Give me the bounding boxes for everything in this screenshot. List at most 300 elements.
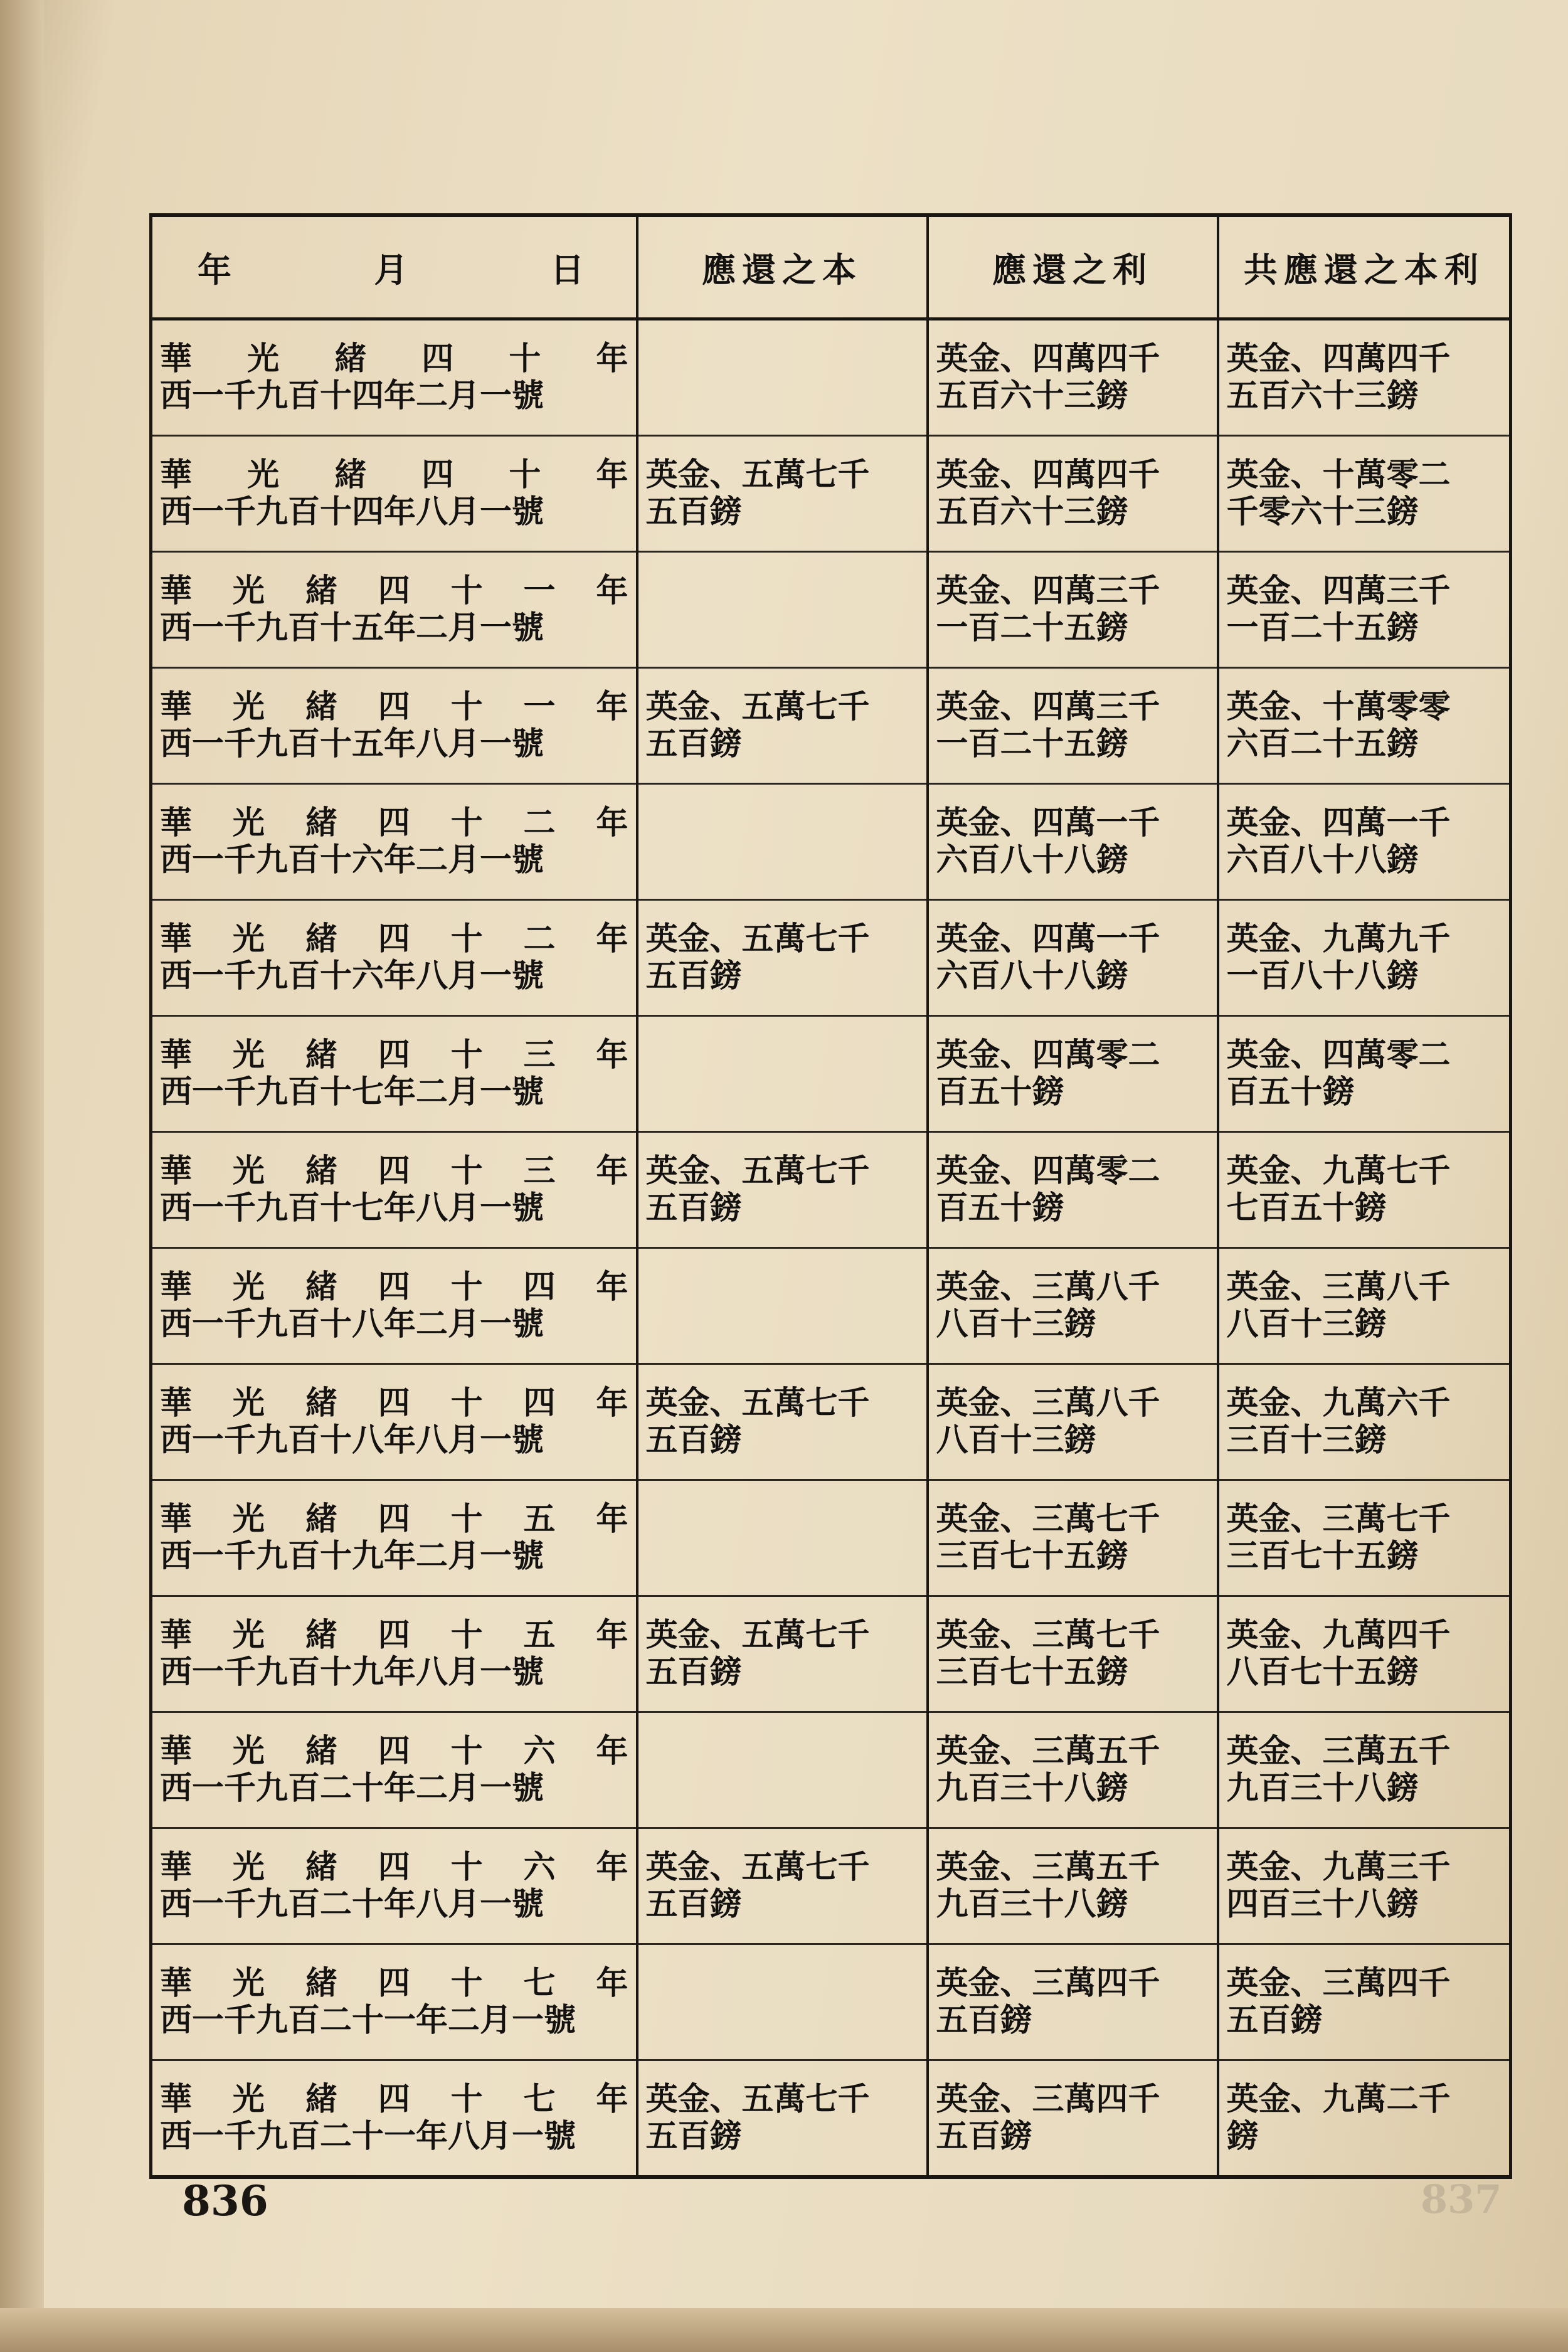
chinese-date-char: 七 — [523, 1964, 556, 2002]
interest-cell — [928, 1132, 1218, 1248]
date-cell — [151, 1248, 637, 1364]
chinese-date-char: 年 — [596, 1500, 628, 1538]
date-cell — [151, 784, 637, 900]
table-row — [151, 668, 1511, 784]
western-date: 西一千九百二十一年八月一號 — [160, 2117, 576, 2155]
date-cell — [151, 436, 637, 552]
chinese-date-char: 四 — [421, 339, 454, 378]
chinese-date-char: 光 — [232, 1964, 265, 2002]
interest-cell — [928, 1248, 1218, 1364]
total-amount-line: 八百七十五鎊 — [1226, 1653, 1419, 1691]
principal-amount-line: 五百鎊 — [645, 725, 742, 763]
chinese-date-char: 六 — [523, 1848, 556, 1886]
principal-amount-line: 五百鎊 — [645, 957, 742, 995]
chinese-date-char: 十 — [450, 571, 483, 610]
chinese-date-char: 十 — [450, 687, 483, 726]
principal-amount-line: 英金、五萬七千 — [645, 1848, 870, 1886]
interest-amount-line: 三百七十五鎊 — [936, 1537, 1128, 1575]
western-date: 西一千九百十九年二月一號 — [160, 1537, 544, 1575]
facing-page-number: 837 — [1421, 2176, 1502, 2222]
total-amount-line: 英金、四萬三千 — [1226, 571, 1451, 610]
table-row — [151, 1596, 1511, 1712]
chinese-date-char: 緒 — [305, 1964, 337, 2002]
chinese-date-char: 十 — [509, 455, 541, 494]
date-cell — [151, 2060, 637, 2178]
chinese-date-char: 華 — [160, 1848, 193, 1886]
date-cell — [151, 319, 637, 436]
total-amount-line: 四百三十八鎊 — [1226, 1885, 1419, 1923]
western-date: 西一千九百十五年八月一號 — [160, 725, 544, 763]
interest-amount-line: 五百鎊 — [936, 2117, 1032, 2155]
total-amount-line: 英金、四萬零二 — [1226, 1036, 1451, 1074]
interest-amount-line: 英金、三萬五千 — [936, 1732, 1160, 1770]
principal-cell — [637, 1712, 928, 1828]
principal-cell — [637, 668, 928, 784]
header-month: 月 — [374, 249, 415, 290]
table-row — [151, 552, 1511, 668]
interest-cell — [928, 1016, 1218, 1132]
principal-cell — [637, 1248, 928, 1364]
chinese-date-char: 年 — [596, 1152, 628, 1190]
table-row — [151, 436, 1511, 552]
principal-cell — [637, 900, 928, 1016]
chinese-date-char: 緒 — [305, 571, 337, 610]
chinese-date-char: 年 — [596, 1732, 628, 1770]
western-date: 西一千九百十四年八月一號 — [160, 493, 544, 531]
principal-amount-line: 英金、五萬七千 — [645, 1152, 870, 1190]
date-cell — [151, 1596, 637, 1712]
chinese-date — [160, 457, 628, 494]
chinese-date-char: 一 — [523, 571, 556, 610]
repayment-schedule-table — [149, 213, 1512, 2179]
total-amount-line: 英金、三萬七千 — [1226, 1500, 1451, 1538]
chinese-date-char: 華 — [160, 1152, 193, 1190]
chinese-date-char: 十 — [450, 1732, 483, 1770]
total-amount-line: 三百十三鎊 — [1226, 1421, 1387, 1459]
total-amount-line: 七百五十鎊 — [1226, 1189, 1387, 1227]
chinese-date-char: 光 — [232, 1500, 265, 1538]
header-day: 日 — [550, 249, 591, 290]
chinese-date-char: 年 — [596, 803, 628, 842]
total-cell — [1218, 668, 1511, 784]
interest-cell — [928, 1364, 1218, 1480]
principal-amount-line: 英金、五萬七千 — [645, 1616, 870, 1654]
chinese-date-char: 年 — [596, 1964, 628, 2002]
principal-amount-line: 五百鎊 — [645, 1885, 742, 1923]
chinese-date-char: 緒 — [305, 1268, 337, 1306]
interest-amount-line: 英金、三萬四千 — [936, 2080, 1160, 2118]
chinese-date-char: 十 — [450, 803, 483, 842]
interest-amount-line: 英金、四萬零二 — [936, 1152, 1160, 1190]
chinese-date-char: 十 — [450, 1616, 483, 1654]
western-date: 西一千九百十八年八月一號 — [160, 1421, 544, 1459]
chinese-date-char: 華 — [160, 1964, 193, 2002]
chinese-date — [160, 341, 628, 378]
chinese-date-char: 四 — [378, 1732, 410, 1770]
chinese-date-char: 四 — [523, 1384, 556, 1422]
western-date: 西一千九百十七年八月一號 — [160, 1189, 544, 1227]
total-amount-line: 英金、三萬八千 — [1226, 1268, 1451, 1306]
principal-cell — [637, 784, 928, 900]
chinese-date-char: 年 — [596, 1616, 628, 1654]
chinese-date-char: 緒 — [305, 1152, 337, 1190]
western-date: 西一千九百二十年八月一號 — [160, 1885, 544, 1923]
interest-amount-line: 九百三十八鎊 — [936, 1769, 1128, 1807]
principal-cell — [637, 2060, 928, 2178]
interest-amount-line: 英金、四萬一千 — [936, 919, 1160, 958]
total-cell — [1218, 1712, 1511, 1828]
chinese-date-char: 四 — [523, 1268, 556, 1306]
total-cell — [1218, 1944, 1511, 2060]
chinese-date-char: 緒 — [305, 919, 337, 958]
table-row — [151, 1132, 1511, 1248]
interest-cell — [928, 1944, 1218, 2060]
chinese-date-char: 光 — [232, 1732, 265, 1770]
book-gutter — [0, 0, 44, 2352]
chinese-date-char: 年 — [596, 2080, 628, 2118]
interest-cell — [928, 436, 1218, 552]
chinese-date — [160, 1385, 628, 1422]
chinese-date-char: 光 — [247, 339, 280, 378]
chinese-date-char: 四 — [378, 919, 410, 958]
total-amount-line: 英金、四萬一千 — [1226, 803, 1451, 842]
interest-amount-line: 英金、四萬四千 — [936, 339, 1160, 378]
principal-cell — [637, 1828, 928, 1944]
principal-cell — [637, 1944, 928, 2060]
date-cell — [151, 1016, 637, 1132]
interest-cell — [928, 668, 1218, 784]
chinese-date-char: 十 — [509, 339, 541, 378]
total-amount-line: 百五十鎊 — [1226, 1073, 1355, 1111]
total-amount-line: 英金、九萬九千 — [1226, 919, 1451, 958]
chinese-date-char: 華 — [160, 1616, 193, 1654]
interest-amount-line: 百五十鎊 — [936, 1073, 1064, 1111]
interest-amount-line: 英金、三萬八千 — [936, 1384, 1160, 1422]
date-cell — [151, 552, 637, 668]
chinese-date-char: 華 — [160, 919, 193, 958]
chinese-date-char: 四 — [378, 1036, 410, 1074]
table-row — [151, 1364, 1511, 1480]
interest-amount-line: 英金、三萬七千 — [936, 1500, 1160, 1538]
chinese-date-char: 光 — [232, 1036, 265, 1074]
total-cell — [1218, 319, 1511, 436]
chinese-date-char: 華 — [160, 339, 193, 378]
date-cell — [151, 668, 637, 784]
table-row — [151, 319, 1511, 436]
chinese-date — [160, 921, 628, 958]
chinese-date-char: 緒 — [305, 803, 337, 842]
date-cell — [151, 900, 637, 1016]
western-date: 西一千九百十八年二月一號 — [160, 1305, 544, 1343]
principal-cell — [637, 1596, 928, 1712]
principal-amount-line: 五百鎊 — [645, 493, 742, 531]
chinese-date-char: 緒 — [305, 1616, 337, 1654]
chinese-date-char: 十 — [450, 1384, 483, 1422]
principal-amount-line: 英金、五萬七千 — [645, 919, 870, 958]
chinese-date-char: 光 — [232, 919, 265, 958]
principal-cell — [637, 436, 928, 552]
western-date: 西一千九百二十一年二月一號 — [160, 2001, 576, 2039]
chinese-date-char: 華 — [160, 1384, 193, 1422]
western-date: 西一千九百二十年二月一號 — [160, 1769, 544, 1807]
chinese-date-char: 華 — [160, 1732, 193, 1770]
chinese-date-char: 四 — [378, 1848, 410, 1886]
chinese-date-char: 四 — [421, 455, 454, 494]
total-amount-line: 六百八十八鎊 — [1226, 841, 1419, 879]
total-amount-line: 英金、四萬四千 — [1226, 339, 1451, 378]
chinese-date-char: 光 — [232, 1384, 265, 1422]
chinese-date-char: 年 — [596, 687, 628, 726]
western-date: 西一千九百十四年二月一號 — [160, 377, 544, 415]
date-cell — [151, 1364, 637, 1480]
principal-amount-line: 英金、五萬七千 — [645, 1384, 870, 1422]
chinese-date-char: 六 — [523, 1732, 556, 1770]
chinese-date-char: 年 — [596, 1268, 628, 1306]
principal-cell — [637, 1132, 928, 1248]
chinese-date-char: 十 — [450, 1848, 483, 1886]
interest-amount-line: 英金、三萬七千 — [936, 1616, 1160, 1654]
interest-amount-line: 三百七十五鎊 — [936, 1653, 1128, 1691]
interest-amount-line: 五百六十三鎊 — [936, 493, 1128, 531]
principal-cell — [637, 1364, 928, 1480]
chinese-date-char: 四 — [378, 687, 410, 726]
chinese-date-char: 四 — [378, 1268, 410, 1306]
total-amount-line: 英金、九萬二千 — [1226, 2080, 1451, 2118]
western-date: 西一千九百十九年八月一號 — [160, 1653, 544, 1691]
chinese-date-char: 四 — [378, 803, 410, 842]
interest-cell — [928, 2060, 1218, 2178]
total-cell — [1218, 1480, 1511, 1596]
chinese-date-char: 四 — [378, 1500, 410, 1538]
chinese-date-char: 緒 — [305, 1384, 337, 1422]
interest-cell — [928, 784, 1218, 900]
chinese-date-char: 二 — [523, 803, 556, 842]
chinese-date-char: 年 — [596, 1384, 628, 1422]
chinese-date-char: 光 — [232, 571, 265, 610]
chinese-date — [160, 1153, 628, 1190]
total-amount-line: 五百鎊 — [1226, 2001, 1323, 2039]
total-amount-line: 千零六十三鎊 — [1226, 493, 1419, 531]
interest-cell — [928, 1712, 1218, 1828]
interest-amount-line: 英金、四萬三千 — [936, 687, 1160, 726]
chinese-date-char: 光 — [232, 687, 265, 726]
chinese-date-char: 光 — [232, 1268, 265, 1306]
interest-amount-line: 英金、三萬五千 — [936, 1848, 1160, 1886]
chinese-date-char: 四 — [378, 1616, 410, 1654]
date-cell — [151, 1828, 637, 1944]
chinese-date-char: 十 — [450, 2080, 483, 2118]
interest-amount-line: 五百鎊 — [936, 2001, 1032, 2039]
chinese-date-char: 五 — [523, 1500, 556, 1538]
date-cell — [151, 1944, 637, 2060]
table-row — [151, 1944, 1511, 2060]
principal-amount-line: 五百鎊 — [645, 1421, 742, 1459]
chinese-date-char: 十 — [450, 919, 483, 958]
interest-cell — [928, 1828, 1218, 1944]
total-amount-line: 英金、三萬五千 — [1226, 1732, 1451, 1770]
table-row — [151, 1828, 1511, 1944]
chinese-date — [160, 573, 628, 610]
chinese-date-char: 華 — [160, 1036, 193, 1074]
chinese-date-char: 年 — [596, 919, 628, 958]
header-total: 共應還之本利 — [1218, 215, 1511, 319]
chinese-date-char: 光 — [232, 1848, 265, 1886]
chinese-date-char: 緒 — [305, 1732, 337, 1770]
total-amount-line: 英金、九萬六千 — [1226, 1384, 1451, 1422]
chinese-date — [160, 1269, 628, 1306]
chinese-date-char: 光 — [247, 455, 280, 494]
principal-cell — [637, 319, 928, 436]
page-number: 836 — [182, 2176, 268, 2225]
total-amount-line: 五百六十三鎊 — [1226, 377, 1419, 415]
table-row — [151, 2060, 1511, 2178]
date-cell — [151, 1480, 637, 1596]
chinese-date — [160, 1733, 628, 1770]
chinese-date-char: 十 — [450, 1500, 483, 1538]
chinese-date-char: 華 — [160, 687, 193, 726]
total-amount-line: 英金、九萬七千 — [1226, 1152, 1451, 1190]
table-row — [151, 1016, 1511, 1132]
table-row — [151, 784, 1511, 900]
chinese-date-char: 四 — [378, 1152, 410, 1190]
chinese-date-char: 十 — [450, 1268, 483, 1306]
principal-amount-line: 英金、五萬七千 — [645, 455, 870, 494]
chinese-date-char: 緒 — [305, 687, 337, 726]
interest-amount-line: 九百三十八鎊 — [936, 1885, 1128, 1923]
table-row — [151, 900, 1511, 1016]
chinese-date-char: 光 — [232, 803, 265, 842]
total-cell — [1218, 1828, 1511, 1944]
chinese-date-char: 十 — [450, 1036, 483, 1074]
interest-amount-line: 六百八十八鎊 — [936, 957, 1128, 995]
book-bottom-edge — [0, 2308, 1568, 2352]
date-cell — [151, 1132, 637, 1248]
date-cell — [151, 1712, 637, 1828]
chinese-date-char: 二 — [523, 919, 556, 958]
interest-amount-line: 百五十鎊 — [936, 1189, 1064, 1227]
chinese-date — [160, 1849, 628, 1886]
chinese-date — [160, 805, 628, 842]
chinese-date-char: 四 — [378, 1384, 410, 1422]
total-amount-line: 三百七十五鎊 — [1226, 1537, 1419, 1575]
chinese-date-char: 四 — [378, 1964, 410, 2002]
chinese-date-char: 十 — [450, 1152, 483, 1190]
total-amount-line: 一百二十五鎊 — [1226, 609, 1419, 647]
chinese-date-char: 五 — [523, 1616, 556, 1654]
chinese-date-char: 光 — [232, 2080, 265, 2118]
total-amount-line: 英金、九萬三千 — [1226, 1848, 1451, 1886]
principal-amount-line: 五百鎊 — [645, 2117, 742, 2155]
interest-amount-line: 英金、三萬四千 — [936, 1964, 1160, 2002]
chinese-date — [160, 1965, 628, 2002]
chinese-date-char: 緒 — [334, 339, 367, 378]
chinese-date-char: 華 — [160, 1268, 193, 1306]
principal-cell — [637, 1480, 928, 1596]
chinese-date-char: 四 — [378, 2080, 410, 2118]
chinese-date-char: 光 — [232, 1152, 265, 1190]
total-amount-line: 英金、十萬零零 — [1226, 687, 1451, 726]
chinese-date-char: 緒 — [305, 2080, 337, 2118]
total-amount-line: 英金、九萬四千 — [1226, 1616, 1451, 1654]
interest-amount-line: 一百二十五鎊 — [936, 725, 1128, 763]
total-cell — [1218, 784, 1511, 900]
chinese-date-char: 年 — [596, 571, 628, 610]
chinese-date-char: 年 — [596, 455, 628, 494]
western-date: 西一千九百十六年二月一號 — [160, 841, 544, 879]
total-cell — [1218, 2060, 1511, 2178]
total-amount-line: 八百十三鎊 — [1226, 1305, 1387, 1343]
western-date: 西一千九百十六年八月一號 — [160, 957, 544, 995]
principal-cell — [637, 552, 928, 668]
chinese-date-char: 光 — [232, 1616, 265, 1654]
total-cell — [1218, 1132, 1511, 1248]
principal-amount-line: 英金、五萬七千 — [645, 2080, 870, 2118]
total-cell — [1218, 1596, 1511, 1712]
chinese-date-char: 華 — [160, 2080, 193, 2118]
interest-cell — [928, 1480, 1218, 1596]
interest-amount-line: 八百十三鎊 — [936, 1305, 1096, 1343]
interest-amount-line: 五百六十三鎊 — [936, 377, 1128, 415]
header-principal: 應還之本 — [637, 215, 928, 319]
chinese-date-char: 華 — [160, 803, 193, 842]
interest-cell — [928, 319, 1218, 436]
header-date — [151, 215, 637, 319]
chinese-date — [160, 1617, 628, 1654]
interest-amount-line: 英金、四萬三千 — [936, 571, 1160, 610]
western-date: 西一千九百十五年二月一號 — [160, 609, 544, 647]
table-row — [151, 1248, 1511, 1364]
interest-amount-line: 英金、四萬一千 — [936, 803, 1160, 842]
total-cell — [1218, 436, 1511, 552]
chinese-date-char: 緒 — [305, 1500, 337, 1538]
total-amount-line: 一百八十八鎊 — [1226, 957, 1419, 995]
chinese-date-char: 年 — [596, 339, 628, 378]
chinese-date-char: 緒 — [334, 455, 367, 494]
total-amount-line: 鎊 — [1226, 2117, 1259, 2155]
chinese-date — [160, 689, 628, 726]
interest-amount-line: 六百八十八鎊 — [936, 841, 1128, 879]
interest-cell — [928, 552, 1218, 668]
chinese-date-char: 華 — [160, 571, 193, 610]
table-header-row — [151, 215, 1511, 319]
total-amount-line: 六百二十五鎊 — [1226, 725, 1419, 763]
chinese-date-char: 華 — [160, 455, 193, 494]
interest-cell — [928, 900, 1218, 1016]
chinese-date-char: 十 — [450, 1964, 483, 2002]
total-amount-line: 英金、三萬四千 — [1226, 1964, 1451, 2002]
total-cell — [1218, 1016, 1511, 1132]
principal-amount-line: 五百鎊 — [645, 1653, 742, 1691]
western-date: 西一千九百十七年二月一號 — [160, 1073, 544, 1111]
chinese-date — [160, 1037, 628, 1074]
chinese-date-char: 緒 — [305, 1036, 337, 1074]
chinese-date-char: 緒 — [305, 1848, 337, 1886]
total-cell — [1218, 1364, 1511, 1480]
table-row — [151, 1712, 1511, 1828]
principal-amount-line: 英金、五萬七千 — [645, 687, 870, 726]
total-cell — [1218, 900, 1511, 1016]
chinese-date-char: 一 — [523, 687, 556, 726]
interest-amount-line: 英金、四萬零二 — [936, 1036, 1160, 1074]
principal-cell — [637, 1016, 928, 1132]
interest-amount-line: 一百二十五鎊 — [936, 609, 1128, 647]
total-amount-line: 英金、十萬零二 — [1226, 455, 1451, 494]
chinese-date-char: 四 — [378, 571, 410, 610]
interest-cell — [928, 1596, 1218, 1712]
total-amount-line: 九百三十八鎊 — [1226, 1769, 1419, 1807]
table-row — [151, 1480, 1511, 1596]
interest-amount-line: 英金、三萬八千 — [936, 1268, 1160, 1306]
